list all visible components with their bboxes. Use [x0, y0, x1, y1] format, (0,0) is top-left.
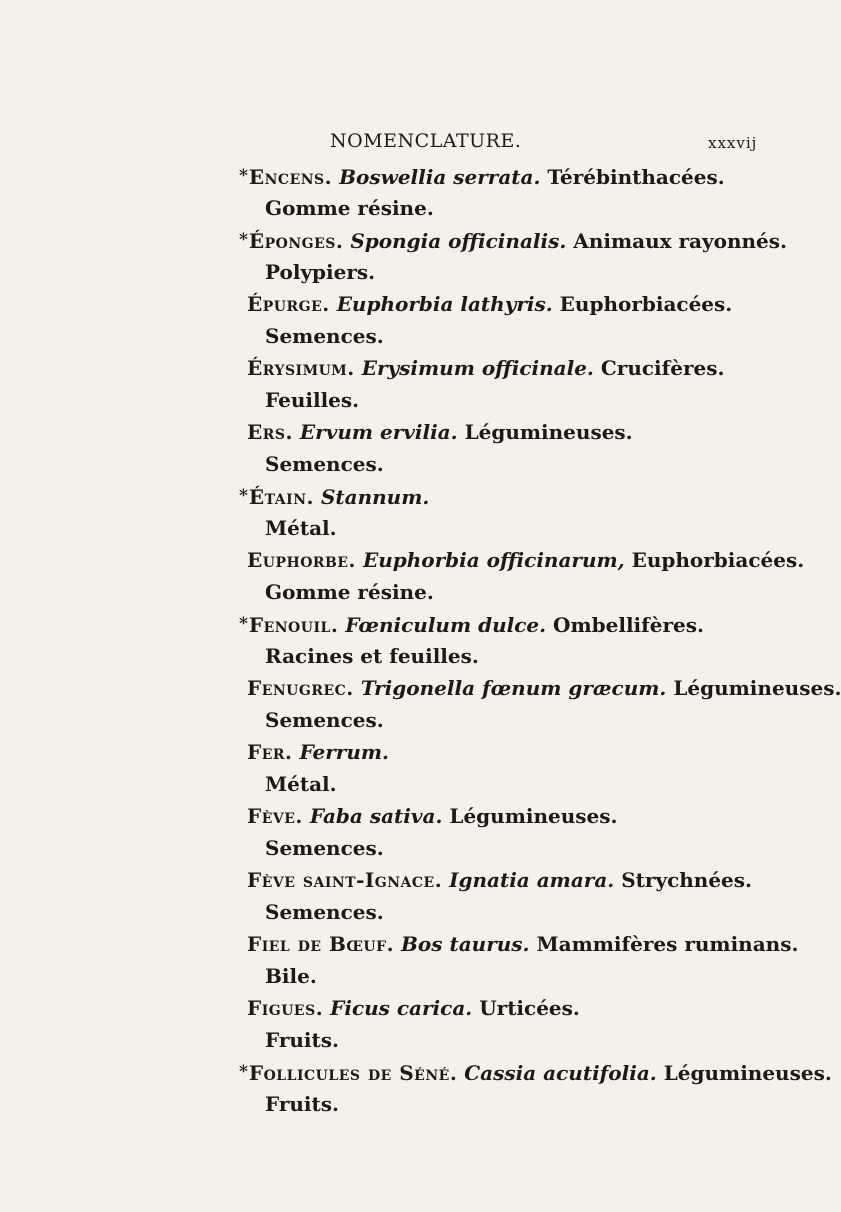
entry-line [247, 738, 389, 766]
entry-part-used: Polypiers. [265, 260, 376, 284]
entry-part-used: Feuilles. [265, 388, 360, 412]
entry-latin-name: Ignatia amara. [449, 868, 615, 892]
page-number: xxxvij [708, 134, 758, 152]
entry-term: Étain. [248, 485, 314, 509]
entry-term: Fève saint-Ignace. [247, 868, 443, 892]
entry-line [239, 1058, 832, 1087]
entry-part-used: Fruits. [265, 1028, 339, 1052]
entry-line [239, 226, 787, 255]
entry-term: Fiel de Bœuf. [247, 932, 395, 956]
entry-latin-name: Ficus carica. [330, 996, 473, 1020]
entry-line [247, 930, 798, 958]
entry-family: Animaux rayonnés. [573, 229, 787, 253]
entry-line [247, 418, 633, 446]
entry-family: Euphorbiacées. [559, 292, 733, 316]
entry-latin-name: Euphorbia officinarum, [362, 548, 625, 572]
entry-part-used: Semences. [265, 452, 384, 476]
entry-latin-name: Fœniculum dulce. [345, 613, 547, 637]
entry-term: Follicules de Séné. [248, 1061, 458, 1085]
entry-latin-name: Trigonella fœnum græcum. [360, 676, 667, 700]
entry-family: Térébinthacées. [547, 165, 725, 189]
entry-latin-name: Bos taurus. [401, 932, 530, 956]
entry-line [247, 674, 841, 702]
entry-line [247, 994, 580, 1022]
entry-line [247, 354, 724, 382]
page-header [0, 130, 801, 160]
entry-term: Fenugrec. [247, 676, 354, 700]
entry-latin-name: Erysimum officinale. [361, 356, 594, 380]
entry-term: Fève. [247, 804, 303, 828]
entry-line [247, 802, 617, 830]
entry-line [239, 610, 704, 639]
entry-term: Encens. [248, 165, 333, 189]
entry-family: Strychnées. [621, 868, 753, 892]
entry-line [239, 482, 429, 511]
running-title: NOMENCLATURE. [330, 130, 522, 152]
entry-line [247, 866, 752, 894]
entry-latin-name: Ferrum. [299, 740, 390, 764]
entry-latin-name: Spongia officinalis. [350, 229, 567, 253]
entry-term: Euphorbe. [247, 548, 357, 572]
entry-latin-name: Euphorbia lathyris. [336, 292, 553, 316]
entry-part-used: Métal. [265, 516, 337, 540]
entry-part-used: Gomme résine. [265, 580, 434, 604]
entry-part-used: Fruits. [265, 1092, 339, 1116]
entry-family: Légumineuses. [449, 804, 618, 828]
entry-term: Éponges. [248, 229, 344, 253]
entry-term: Érysimum. [247, 356, 355, 380]
entry-latin-name: Boswellia serrata. [339, 165, 541, 189]
entry-family: Légumineuses. [464, 420, 633, 444]
asterisk-mark: * [239, 486, 248, 506]
entry-term: Fenouil. [248, 613, 339, 637]
asterisk-mark: * [239, 614, 248, 634]
entry-part-used: Semences. [265, 324, 384, 348]
entry-latin-name: Cassia acutifolia. [464, 1061, 657, 1085]
entry-part-used: Semences. [265, 836, 384, 860]
entry-latin-name: Faba sativa. [309, 804, 443, 828]
entry-family: Légumineuses. [663, 1061, 832, 1085]
entry-part-used: Métal. [265, 772, 337, 796]
entry-part-used: Bile. [265, 964, 317, 988]
entry-term: Épurge. [247, 292, 330, 316]
asterisk-mark: * [239, 166, 248, 186]
entry-term: Fer. [247, 740, 293, 764]
entry-part-used: Semences. [265, 900, 384, 924]
asterisk-mark: * [239, 1062, 248, 1082]
entry-term: Ers. [247, 420, 293, 444]
entry-line [247, 290, 732, 318]
entry-family: Ombellifères. [553, 613, 704, 637]
entry-family: Mammifères ruminans. [536, 932, 799, 956]
entry-term: Figues. [247, 996, 324, 1020]
entry-line [239, 162, 725, 191]
asterisk-mark: * [239, 230, 248, 250]
entry-part-used: Racines et feuilles. [265, 644, 479, 668]
entry-family: Urticées. [479, 996, 580, 1020]
entry-part-used: Semences. [265, 708, 384, 732]
entry-latin-name: Stannum. [320, 485, 430, 509]
entry-family: Crucifères. [600, 356, 725, 380]
entry-family: Légumineuses. [673, 676, 841, 700]
entry-part-used: Gomme résine. [265, 196, 434, 220]
entry-line [247, 546, 804, 574]
entry-family: Euphorbiacées. [631, 548, 805, 572]
entry-latin-name: Ervum ervilia. [299, 420, 458, 444]
